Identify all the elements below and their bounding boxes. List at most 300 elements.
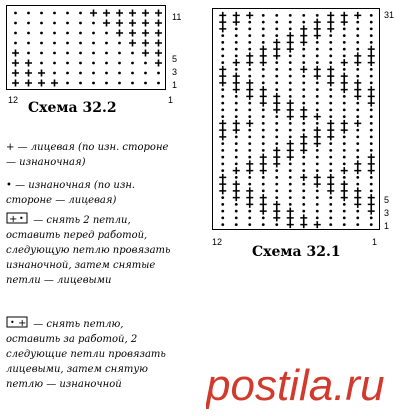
dot-symbol xyxy=(370,149,373,152)
dot-symbol xyxy=(235,135,238,138)
plus-symbol xyxy=(314,73,321,80)
plus-symbol xyxy=(260,100,267,107)
plus-symbol xyxy=(368,167,375,174)
plus-symbol xyxy=(273,154,280,161)
dot-symbol xyxy=(316,14,319,17)
dot-symbol xyxy=(275,142,278,145)
plus-symbol xyxy=(354,201,361,208)
dot-symbol xyxy=(235,34,238,37)
scheme-32-2-row-5: 5 xyxy=(172,54,178,64)
dot-symbol xyxy=(356,142,359,145)
scheme-32-1-row-1: 1 xyxy=(384,221,390,231)
dot-symbol xyxy=(262,14,265,17)
dot-symbol xyxy=(316,216,319,219)
dot-symbol xyxy=(118,82,121,85)
dot-symbol xyxy=(275,129,278,132)
dot-symbol xyxy=(316,189,319,192)
dot-symbol xyxy=(356,102,359,105)
dot-symbol xyxy=(92,52,95,55)
plus-symbol xyxy=(287,214,294,221)
dot-symbol xyxy=(248,142,251,145)
plus-symbol xyxy=(368,194,375,201)
dot-symbol xyxy=(289,21,292,24)
dot-symbol xyxy=(289,27,292,30)
dot-symbol xyxy=(53,52,56,55)
plus-symbol xyxy=(368,100,375,107)
dot-symbol xyxy=(289,95,292,98)
dot-symbol xyxy=(262,122,265,125)
plus-symbol xyxy=(273,100,280,107)
plus-symbol xyxy=(354,52,361,59)
svg-text:•: • xyxy=(10,318,15,327)
dot-symbol xyxy=(118,72,121,75)
dot-symbol xyxy=(235,54,238,57)
dot-symbol xyxy=(316,203,319,206)
dot-symbol xyxy=(302,122,305,125)
dot-symbol xyxy=(343,135,346,138)
plus-symbol xyxy=(103,10,110,17)
plus-symbol xyxy=(219,133,226,140)
plus-symbol xyxy=(273,147,280,154)
dot-symbol xyxy=(356,34,359,37)
plus-symbol xyxy=(260,201,267,208)
plus-symbol xyxy=(273,39,280,46)
plus-symbol xyxy=(260,154,267,161)
plus-symbol xyxy=(287,100,294,107)
dot-symbol xyxy=(289,81,292,84)
plus-symbol xyxy=(25,60,32,67)
plus-symbol xyxy=(142,20,149,27)
dot-symbol xyxy=(356,223,359,226)
scheme-32-1-col-left: 12 xyxy=(212,237,223,247)
dot-symbol xyxy=(262,223,265,226)
cross-left-symbol-icon xyxy=(6,215,33,226)
dot-symbol xyxy=(92,32,95,35)
plus-symbol xyxy=(368,160,375,167)
dot-symbol xyxy=(343,34,346,37)
dot-symbol xyxy=(329,203,332,206)
dot-symbol xyxy=(221,142,224,145)
dot-symbol xyxy=(370,108,373,111)
plus-symbol xyxy=(142,50,149,57)
dot-symbol xyxy=(289,68,292,71)
dot-symbol xyxy=(235,27,238,30)
dot-symbol xyxy=(40,12,43,15)
dot-symbol xyxy=(289,162,292,165)
dot-symbol xyxy=(370,81,373,84)
plus-symbol xyxy=(25,80,32,87)
dot-symbol xyxy=(144,72,147,75)
svg-text:+: + xyxy=(9,214,18,224)
dot-symbol xyxy=(275,122,278,125)
plus-symbol xyxy=(341,79,348,86)
dot-symbol xyxy=(329,169,332,172)
plus-symbol xyxy=(142,10,149,17)
plus-symbol xyxy=(300,140,307,147)
svg-text:•: • xyxy=(19,214,24,223)
plus-symbol xyxy=(273,208,280,215)
legend-cross-1-text: — снять 2 петли, оставить перед работой, следующую петлю провязать изнаночной, затем снятые петли — лицевыми xyxy=(6,215,171,286)
dot-symbol xyxy=(302,81,305,84)
scheme-32-2-col-left: 12 xyxy=(8,95,19,105)
plus-symbol xyxy=(260,160,267,167)
plus-symbol xyxy=(246,120,253,127)
plus-symbol xyxy=(129,30,136,37)
dot-symbol xyxy=(262,108,265,111)
dot-symbol xyxy=(66,12,69,15)
plus-symbol xyxy=(155,10,162,17)
dot-symbol xyxy=(275,196,278,199)
dot-symbol xyxy=(27,32,30,35)
plus-symbol xyxy=(116,30,123,37)
dot-symbol xyxy=(302,189,305,192)
plus-symbol xyxy=(219,120,226,127)
dot-symbol xyxy=(329,54,332,57)
dot-symbol xyxy=(289,122,292,125)
dot-symbol xyxy=(40,62,43,65)
plus-symbol xyxy=(219,73,226,80)
dot-symbol xyxy=(302,54,305,57)
dot-symbol xyxy=(248,41,251,44)
dot-symbol xyxy=(275,176,278,179)
dot-symbol xyxy=(262,176,265,179)
plus-symbol xyxy=(300,221,307,228)
plus-symbol xyxy=(327,79,334,86)
dot-symbol xyxy=(370,135,373,138)
dot-symbol xyxy=(356,115,359,118)
plus-symbol xyxy=(287,113,294,120)
dot-symbol xyxy=(329,210,332,213)
plus-symbol xyxy=(246,93,253,100)
plus-symbol xyxy=(273,201,280,208)
dot-symbol xyxy=(370,21,373,24)
legend-cross-1 xyxy=(6,212,176,288)
plus-symbol xyxy=(327,120,334,127)
dot-symbol xyxy=(275,88,278,91)
plus-symbol xyxy=(129,10,136,17)
dot-symbol xyxy=(105,42,108,45)
dot-symbol xyxy=(221,169,224,172)
dot-symbol xyxy=(248,135,251,138)
dot-symbol xyxy=(343,142,346,145)
dot-symbol xyxy=(27,12,30,15)
plus-symbol xyxy=(155,60,162,67)
plus-symbol xyxy=(260,59,267,66)
dot-symbol xyxy=(235,48,238,51)
dot-symbol xyxy=(370,27,373,30)
dot-symbol xyxy=(105,72,108,75)
postila-logo xyxy=(206,352,396,412)
dot-symbol xyxy=(131,82,134,85)
dot-symbol xyxy=(329,41,332,44)
dot-symbol xyxy=(40,52,43,55)
dot-symbol xyxy=(262,27,265,30)
dot-symbol xyxy=(105,82,108,85)
dot-symbol xyxy=(343,95,346,98)
scheme-32-1-row-31: 31 xyxy=(384,10,395,20)
legend-dot xyxy=(6,178,176,208)
dot-symbol xyxy=(343,223,346,226)
dot-symbol xyxy=(66,52,69,55)
dot-symbol xyxy=(316,149,319,152)
dot-symbol xyxy=(275,135,278,138)
dot-symbol xyxy=(356,27,359,30)
plus-symbol xyxy=(287,147,294,154)
dot-symbol xyxy=(262,189,265,192)
dot-symbol xyxy=(66,32,69,35)
dot-symbol xyxy=(343,203,346,206)
postila-watermark-text: postila.ru xyxy=(206,361,385,410)
dot-symbol xyxy=(157,82,160,85)
dot-symbol xyxy=(118,62,121,65)
dot-symbol xyxy=(343,210,346,213)
plus-symbol xyxy=(260,194,267,201)
dot-symbol xyxy=(329,223,332,226)
plus-symbol xyxy=(246,167,253,174)
dot-symbol xyxy=(53,32,56,35)
plus-symbol-icon: + xyxy=(6,142,15,153)
scheme-32-1-grid xyxy=(212,8,380,230)
plus-symbol xyxy=(246,59,253,66)
dot-symbol xyxy=(289,75,292,78)
plus-symbol xyxy=(260,167,267,174)
dot-symbol xyxy=(14,22,17,25)
plus-symbol xyxy=(246,12,253,19)
plus-symbol xyxy=(314,113,321,120)
plus-symbol xyxy=(341,181,348,188)
plus-symbol xyxy=(314,32,321,39)
plus-symbol xyxy=(233,187,240,194)
dot-symbol xyxy=(248,183,251,186)
legend-dot-text: — изнаночная (по изн. стороне — лицевая) xyxy=(6,180,136,206)
plus-symbol xyxy=(300,39,307,46)
dot-symbol xyxy=(53,72,56,75)
plus-symbol xyxy=(327,73,334,80)
dot-symbol xyxy=(221,156,224,159)
plus-symbol xyxy=(287,208,294,215)
plus-symbol xyxy=(368,46,375,53)
dot-symbol xyxy=(262,183,265,186)
dot-symbol xyxy=(221,34,224,37)
plus-symbol xyxy=(246,160,253,167)
plus-symbol xyxy=(260,93,267,100)
dot-symbol xyxy=(79,72,82,75)
plus-symbol xyxy=(233,59,240,66)
dot-symbol xyxy=(131,72,134,75)
plus-symbol xyxy=(246,86,253,93)
dot-symbol xyxy=(275,189,278,192)
dot-symbol xyxy=(275,27,278,30)
plus-symbol xyxy=(314,174,321,181)
dot-symbol xyxy=(221,54,224,57)
dot-symbol xyxy=(370,34,373,37)
plus-symbol xyxy=(300,174,307,181)
dot-symbol xyxy=(235,102,238,105)
plus-symbol xyxy=(233,73,240,80)
dot-symbol xyxy=(289,203,292,206)
plus-symbol xyxy=(314,66,321,73)
dot-symbol xyxy=(118,52,121,55)
dot-symbol xyxy=(221,196,224,199)
dot-symbol xyxy=(302,203,305,206)
plus-symbol xyxy=(327,12,334,19)
plus-symbol xyxy=(354,86,361,93)
plus-symbol xyxy=(327,181,334,188)
dot-symbol xyxy=(248,102,251,105)
dot-symbol xyxy=(275,81,278,84)
dot-symbol xyxy=(118,42,121,45)
plus-symbol xyxy=(287,106,294,113)
plus-symbol xyxy=(142,40,149,47)
dot-symbol xyxy=(302,88,305,91)
plus-symbol xyxy=(300,113,307,120)
plus-symbol xyxy=(341,86,348,93)
plus-symbol xyxy=(246,79,253,86)
dot-symbol xyxy=(14,12,17,15)
dot-symbol xyxy=(221,216,224,219)
dot-symbol xyxy=(235,108,238,111)
dot-symbol xyxy=(316,196,319,199)
plus-symbol xyxy=(155,20,162,27)
dot-symbol xyxy=(105,62,108,65)
dot-symbol xyxy=(262,34,265,37)
plus-symbol xyxy=(341,59,348,66)
plus-symbol xyxy=(354,79,361,86)
plus-symbol xyxy=(341,187,348,194)
dot-symbol xyxy=(370,122,373,125)
dot-symbol xyxy=(329,149,332,152)
dot-symbol xyxy=(302,102,305,105)
dot-symbol xyxy=(262,149,265,152)
dot-symbol xyxy=(370,183,373,186)
plus-symbol xyxy=(246,201,253,208)
dot-symbol xyxy=(53,42,56,45)
dot-symbol xyxy=(329,196,332,199)
dot-symbol xyxy=(302,156,305,159)
dot-symbol xyxy=(235,203,238,206)
dot-symbol xyxy=(221,115,224,118)
plus-symbol xyxy=(327,187,334,194)
plus-symbol xyxy=(273,160,280,167)
dot-symbol xyxy=(248,223,251,226)
dot-symbol xyxy=(275,14,278,17)
dot-symbol xyxy=(356,216,359,219)
dot-symbol xyxy=(316,156,319,159)
legend-cross-2-text: — снять петлю, оставить за работой, 2 следующие петли провязать лицевыми, затем снятую петлю — изнаночной xyxy=(6,319,166,390)
plus-symbol xyxy=(327,174,334,181)
dot-symbol xyxy=(262,135,265,138)
dot-symbol xyxy=(221,223,224,226)
dot-symbol xyxy=(356,183,359,186)
plus-symbol xyxy=(341,194,348,201)
svg-text:+: + xyxy=(18,318,27,328)
dot-symbol xyxy=(343,54,346,57)
dot-symbol xyxy=(275,61,278,64)
plus-symbol xyxy=(233,127,240,134)
dot-symbol xyxy=(302,196,305,199)
plus-symbol xyxy=(314,19,321,26)
dot-symbol xyxy=(343,108,346,111)
plus-symbol xyxy=(38,80,45,87)
dot-symbol xyxy=(27,52,30,55)
dot-symbol xyxy=(289,129,292,132)
dot-symbol xyxy=(235,210,238,213)
legend-cross-2 xyxy=(6,316,176,392)
dot-symbol xyxy=(262,21,265,24)
plus-symbol xyxy=(273,52,280,59)
dot-symbol xyxy=(302,129,305,132)
plus-symbol xyxy=(155,50,162,57)
plus-symbol xyxy=(368,52,375,59)
dot-symbol xyxy=(248,216,251,219)
dot-symbol xyxy=(66,72,69,75)
dot-symbol xyxy=(248,176,251,179)
dot-symbol xyxy=(370,129,373,132)
dot-symbol xyxy=(289,196,292,199)
dot-symbol xyxy=(221,203,224,206)
dot-symbol xyxy=(370,216,373,219)
plus-symbol xyxy=(219,79,226,86)
plus-symbol xyxy=(273,214,280,221)
scheme-32-1-col-right: 1 xyxy=(372,237,378,247)
plus-symbol xyxy=(327,19,334,26)
scheme-32-1-row-5: 5 xyxy=(384,195,390,205)
dot-symbol xyxy=(289,54,292,57)
dot-symbol xyxy=(248,48,251,51)
scheme-32-2-row-11: 11 xyxy=(172,12,182,22)
plus-symbol xyxy=(354,167,361,174)
dot-symbol xyxy=(262,216,265,219)
plus-symbol xyxy=(155,40,162,47)
dot-symbol xyxy=(289,176,292,179)
plus-symbol xyxy=(219,174,226,181)
plus-symbol xyxy=(155,30,162,37)
dot-symbol xyxy=(370,68,373,71)
dot-symbol xyxy=(262,81,265,84)
dot-symbol xyxy=(79,12,82,15)
dot-symbol xyxy=(14,32,17,35)
dot-symbol xyxy=(262,41,265,44)
dot-symbol xyxy=(275,183,278,186)
dot-symbol xyxy=(329,162,332,165)
scheme-32-2-row-1: 1 xyxy=(172,80,178,90)
dot-symbol xyxy=(316,122,319,125)
dot-symbol xyxy=(262,68,265,71)
dot-symbol xyxy=(370,189,373,192)
plus-symbol xyxy=(12,70,19,77)
dot-symbol xyxy=(27,42,30,45)
dot-symbol xyxy=(329,95,332,98)
dot-symbol xyxy=(235,216,238,219)
dot-symbol xyxy=(302,183,305,186)
plus-symbol xyxy=(341,167,348,174)
dot-symbol xyxy=(289,135,292,138)
plus-symbol xyxy=(260,46,267,53)
dot-symbol xyxy=(221,61,224,64)
dot-symbol xyxy=(275,115,278,118)
plus-symbol xyxy=(273,93,280,100)
plus-symbol xyxy=(300,66,307,73)
plus-symbol xyxy=(103,20,110,27)
dot-symbol xyxy=(248,34,251,37)
dot-symbol xyxy=(343,102,346,105)
dot-symbol xyxy=(40,32,43,35)
scheme-32-1-row-3: 3 xyxy=(384,208,390,218)
scheme-32-2-title: Схема 32.2 xyxy=(28,100,117,116)
plus-symbol xyxy=(116,10,123,17)
dot-symbol xyxy=(343,27,346,30)
dot-symbol xyxy=(248,108,251,111)
